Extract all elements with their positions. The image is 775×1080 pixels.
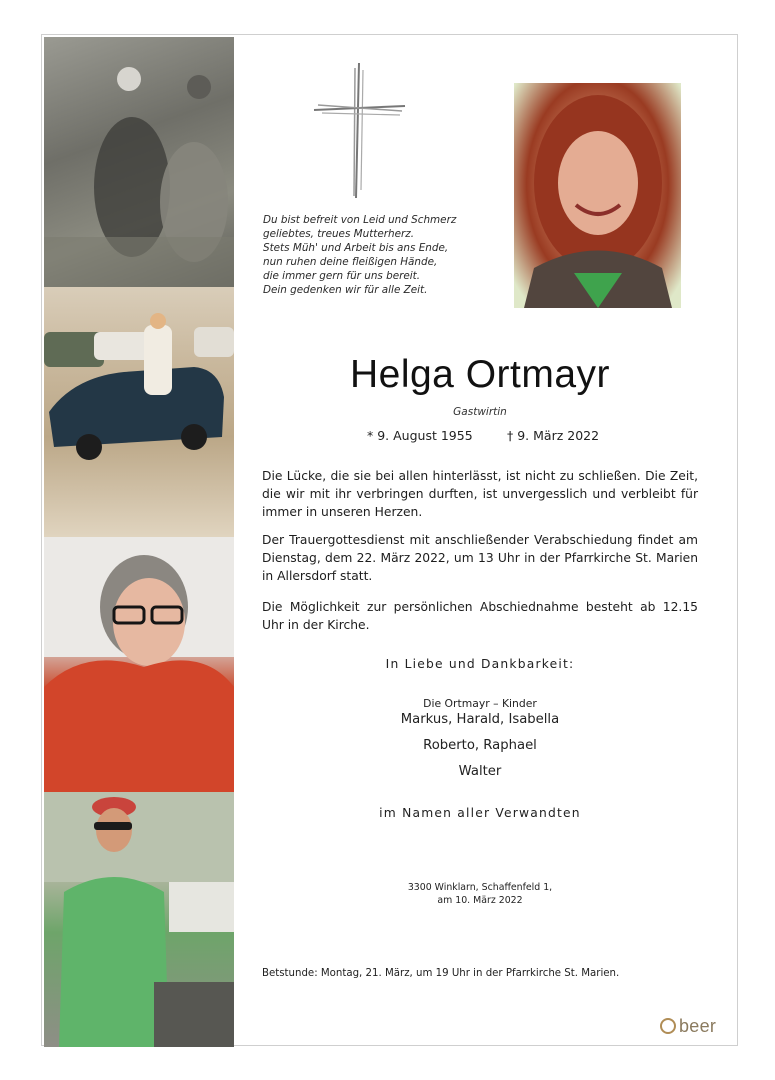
gratitude-line: In Liebe und Dankbarkeit: bbox=[385, 657, 575, 671]
relatives-line: im Namen aller Verwandten bbox=[379, 806, 581, 820]
paragraph-memorial: Die Lücke, die sie bei allen hinterlässt, ist nicht zu schließen. Die Zeit, die wir mit ihr verbringen durften, ist unvergesslich und verbleibt für immer in unseren Herzen. bbox=[262, 469, 698, 519]
poem-line: Stets Müh' und Arbeit bis ans Ende, bbox=[263, 242, 449, 254]
birth-date: * 9. August 1955 bbox=[367, 428, 473, 443]
poem-line: geliebtes, treues Mutterherz. bbox=[263, 228, 415, 240]
tree-icon bbox=[660, 1018, 676, 1034]
red-sweater-figure bbox=[44, 537, 234, 792]
red-sweater-photo bbox=[44, 537, 234, 792]
family-line: Roberto, Raphael bbox=[423, 738, 537, 753]
poem-line: Dein gedenken wir für alle Zeit. bbox=[263, 284, 428, 296]
car-photo-scene bbox=[44, 287, 234, 537]
family-photo-figures bbox=[44, 37, 234, 287]
beer-logo bbox=[660, 1015, 716, 1037]
family-photo bbox=[44, 37, 234, 287]
logo-text: beer bbox=[679, 1015, 717, 1036]
family-line: Walter bbox=[458, 764, 502, 779]
poem-line: Du bist befreit von Leid und Schmerz bbox=[263, 214, 457, 226]
poem bbox=[263, 213, 493, 297]
green-shirt-photo bbox=[44, 792, 234, 1047]
occupation: Gastwirtin bbox=[453, 406, 507, 418]
deceased-name: Helga Ortmayr bbox=[349, 353, 611, 396]
family-line: Markus, Harald, Isabella bbox=[400, 712, 560, 727]
paragraph-farewell: Die Möglichkeit zur persönlichen Abschiednahme besteht ab 12.15 Uhr in der Kirche. bbox=[262, 600, 698, 632]
address-line: 3300 Winklarn, Schaffenfeld 1, bbox=[407, 882, 553, 893]
family-heading: Die Ortmayr – Kinder bbox=[423, 697, 537, 710]
portrait-photo bbox=[514, 83, 681, 308]
death-date: † 9. März 2022 bbox=[507, 428, 600, 443]
poem-line: nun ruhen deine fleißigen Hände, bbox=[263, 256, 438, 268]
car-photo bbox=[44, 287, 234, 537]
portrait-figure bbox=[514, 83, 681, 308]
address-date: am 10. März 2022 bbox=[437, 895, 523, 906]
paragraph-service: Der Trauergottesdienst mit anschließender Verabschiedung findet am Dienstag, dem 22. März 2022, um 13 Uhr in der Pfarrkirche St. Marien in Allersdorf statt. bbox=[262, 533, 698, 583]
poem-line: die immer gern für uns bereit. bbox=[263, 270, 421, 282]
cross-icon bbox=[312, 58, 407, 203]
prayer-hour-note: Betstunde: Montag, 21. März, um 19 Uhr in der Pfarrkirche St. Marien. bbox=[262, 968, 620, 979]
address-block bbox=[262, 881, 698, 907]
green-shirt-figure bbox=[44, 792, 234, 1047]
